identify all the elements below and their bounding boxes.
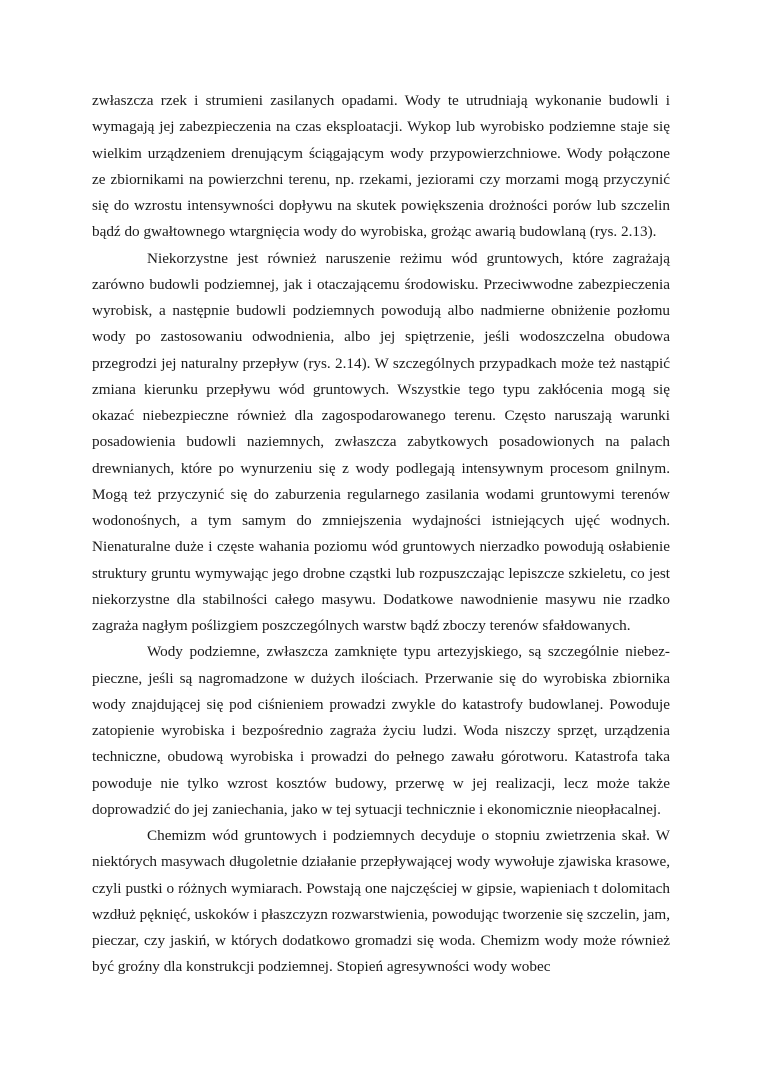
paragraph-4: Chemizm wód gruntowych i podziemnych decyduje o stopniu zwietrzenia skał. W niektórych masywach długoletnie działanie przepływającej wody wywołuje zjawiska krasowe, czyli pustki o różnych wymiarach. Powstają one najczęściej w gipsie, wapieniach t dolomitach wzdłuż pęknięć, uskoków i płaszczyzn rozwarstwienia, powodując tworzenie się szczelin, jam, pieczar, czy jaskiń, w których dodatkowo gromadzi się woda. Chemizm wody może również być groźny dla konstrukcji podziemnej. Stopień agresywności wody wobec bbox=[92, 827, 670, 976]
paragraph-1: zwłaszcza rzek i strumieni zasilanych opadami. Wody te utrudniają wykonanie budowli i wymagają jej zabezpieczenia na czas eksploatacji. Wykop lub wyrobisko podziemne staje się wielkim urządzeniem drenującym ściągającym wody przypowierzchniowe. Wody połączone ze zbiornikami na powierzchni terenu, np. rzekami, jeziorami czy morzami mogą przyczynić się do wzrostu intensywności dopływu na skutek powiększenia drożności porów lub szczelin bądź do gwałtownego wtargnięcia wody do wyrobiska, grożąc awarią budowlaną (rys. 2.13). bbox=[92, 92, 670, 241]
paragraph-3: Wody podziemne, zwłaszcza zamknięte typu artezyjskiego, są szczególnie niebez-pieczne, jeśli są nagromadzone w dużych ilościach. Przerwanie się do wyrobiska zbiornika wody znajdującej się pod ciśnieniem prowadzi zwykle do katastrofy budowlanej. Powoduje zatopienie wyrobiska i bezpośrednio zagraża życiu ludzi. Woda niszczy sprzęt, urządzenia techniczne, obudową wyrobiska i prowadzi do pełnego zawału górotworu. Katastrofa taka powoduje nie tylko wzrost kosztów budowy, przerwę w jej realizacji, lecz może także doprowadzić do jej zaniechania, jako w tej sytuacji technicznie i ekonomicznie nieopłacalnej. bbox=[92, 643, 670, 818]
body-text bbox=[92, 88, 670, 981]
paragraph-2: Niekorzystne jest również naruszenie reżimu wód gruntowych, które zagrażają zarówno budowli podziemnej, jak i otaczającemu środowisku. Przeciwwodne zabezpieczenia wyrobisk, a następnie budowli podziemnych powodują albo nadmierne obniżenie pozłomu wody po zastosowaniu odwodnienia, albo jej spiętrzenie, jeśli wodoszczelna obudowa przegrodzi jej naturalny przepływ (rys. 2.14). W szczególnych przypadkach może też nastąpić zmiana kierunku przepływu wód gruntowych. Wszystkie tego typu zakłócenia mogą się okazać niebezpieczne również dla zagospodarowanego terenu. Często naruszają warunki posadowienia budowli naziemnych, zwłaszcza zabytkowych posadowionych na palach drewnianych, które po wynurzeniu się z wody podlegają intensywnym procesom gnilnym. Mogą też przyczynić się do zaburzenia regularnego zasilania wodami gruntowymi terenów wodonośnych, a tym samym do zmniejszenia wydajności istniejących ujęć wodnych. Nienaturalne duże i częste wahania poziomu wód gruntowych nierzadko powodują osłabienie struktury gruntu wymywając jego drobne cząstki lub rozpuszczając lepiszcze szkieletu, co jest niekorzystne dla stabilności całego masywu. Dodatkowe nawodnienie masywu nie rzadko zagraża nagłym poślizgiem poszczególnych warstw bądź zboczy terenów sfałdowanych. bbox=[92, 249, 670, 634]
